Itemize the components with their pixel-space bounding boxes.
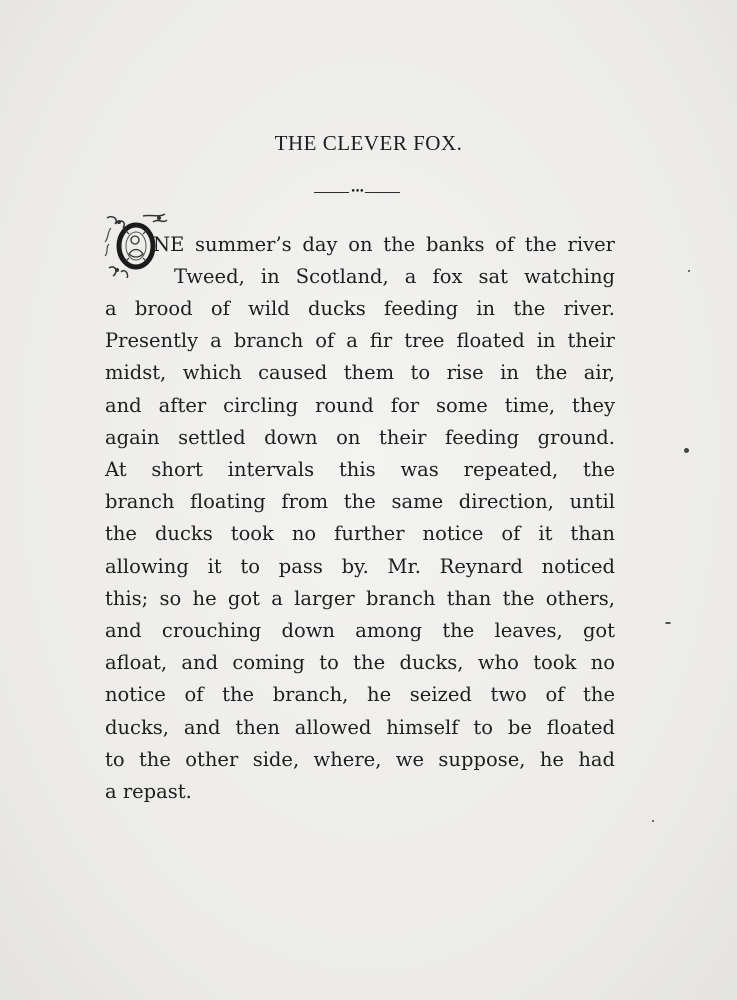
paper-speck <box>688 270 690 272</box>
text-line-11: allowing it to pass by. Mr. Reynard noticed <box>105 555 615 578</box>
text-line-17: to the other side, where, we suppose, he had <box>105 748 615 771</box>
title-divider-ornament: ••• <box>350 187 364 197</box>
text-line-3: a brood of wild ducks feeding in the river. <box>105 297 615 320</box>
paper-speck <box>652 820 654 822</box>
paper-speck <box>684 448 689 453</box>
text-line-10: the ducks took no further notice of it than <box>105 522 615 545</box>
page-title: THE CLEVER FOX. <box>274 131 463 155</box>
text-line-18: a repast. <box>105 780 192 803</box>
text-line-2: Tweed, in Scotland, a fox sat watching <box>174 265 615 288</box>
text-line-5: midst, which caused them to rise in the air, <box>105 361 615 384</box>
text-line-12: this; so he got a larger branch than the others, <box>105 587 615 610</box>
text-line-14: afloat, and coming to the ducks, who took no <box>105 651 615 674</box>
text-line-1: NE summer’s day on the banks of the river <box>153 233 615 256</box>
paper-speck <box>665 622 671 624</box>
text-line-15: notice of the branch, he seized two of the <box>105 683 615 706</box>
text-line-9: branch floating from the same direction, until <box>105 490 615 513</box>
text-line-16: ducks, and then allowed himself to be floated <box>105 716 615 739</box>
text-line-7: again settled down on their feeding ground. <box>105 426 615 449</box>
text-line-4: Presently a branch of a fir tree floated in their <box>105 329 615 352</box>
text-line-13: and crouching down among the leaves, got <box>105 619 615 642</box>
text-line-6: and after circling round for some time, they <box>105 394 615 417</box>
text-line-8: At short intervals this was repeated, the <box>105 458 615 481</box>
